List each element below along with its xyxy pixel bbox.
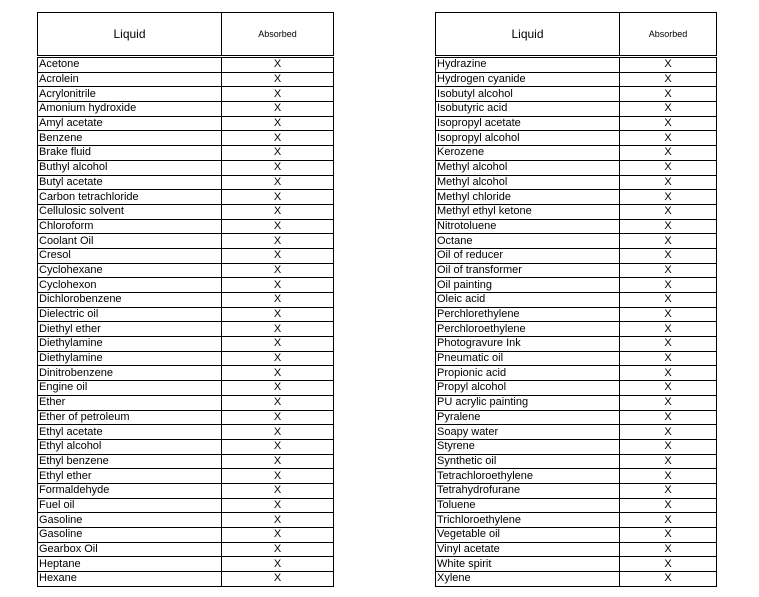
table-row (436, 87, 717, 102)
liquid-name-cell: Diethylamine (38, 337, 222, 352)
table-row (38, 528, 334, 543)
absorbed-mark-cell: X (222, 439, 334, 454)
absorbed-mark-cell: X (620, 219, 717, 234)
absorbed-mark-cell: X (620, 307, 717, 322)
table-row (436, 116, 717, 131)
liquid-name-cell: Buthyl alcohol (38, 160, 222, 175)
table-row (436, 439, 717, 454)
liquid-name-cell: Tetrachloroethylene (436, 469, 620, 484)
table-row (436, 234, 717, 249)
liquid-name-cell: Oil of transformer (436, 263, 620, 278)
absorbed-mark-cell: X (620, 234, 717, 249)
absorbed-mark-cell: X (222, 366, 334, 381)
liquid-name-cell: Ether of petroleum (38, 410, 222, 425)
table-row (38, 263, 334, 278)
liquid-name-cell: Tetrahydrofurane (436, 483, 620, 498)
table-row (436, 498, 717, 513)
liquid-name-cell: Ethyl benzene (38, 454, 222, 469)
table-row (436, 395, 717, 410)
table-row (38, 410, 334, 425)
table-row (38, 131, 334, 146)
liquid-name-cell: Hexane (38, 572, 222, 587)
table-row (38, 293, 334, 308)
table-header-row (38, 13, 334, 56)
table-row (436, 381, 717, 396)
absorbed-mark-cell: X (222, 248, 334, 263)
liquid-name-cell: Oil of reducer (436, 248, 620, 263)
absorbed-mark-cell: X (222, 146, 334, 161)
table-row (436, 513, 717, 528)
absorbed-mark-cell: X (620, 439, 717, 454)
absorbed-mark-cell: X (620, 175, 717, 190)
table-row (38, 234, 334, 249)
absorbed-mark-cell: X (620, 204, 717, 219)
absorbed-mark-cell: X (222, 293, 334, 308)
liquid-name-cell: Soapy water (436, 425, 620, 440)
liquid-name-cell: Formaldehyde (38, 483, 222, 498)
liquid-name-cell: Hydrogen cyanide (436, 72, 620, 87)
table-row (436, 454, 717, 469)
liquid-name-cell: Kerozene (436, 146, 620, 161)
absorbed-mark-cell: X (620, 366, 717, 381)
table-row (436, 307, 717, 322)
liquid-name-cell: Chloroform (38, 219, 222, 234)
table-row (436, 483, 717, 498)
absorbed-mark-cell: X (620, 542, 717, 557)
table-row (38, 483, 334, 498)
table-row (436, 366, 717, 381)
table-row (436, 293, 717, 308)
table-row (38, 146, 334, 161)
table-row (436, 175, 717, 190)
liquid-name-cell: Coolant Oil (38, 234, 222, 249)
absorbed-mark-cell: X (620, 425, 717, 440)
absorbed-mark-cell: X (222, 498, 334, 513)
liquid-name-cell: Ethyl acetate (38, 425, 222, 440)
table-row (436, 58, 717, 73)
table-row (436, 190, 717, 205)
table-row (38, 175, 334, 190)
absorbed-mark-cell: X (620, 557, 717, 572)
absorbed-mark-cell: X (222, 572, 334, 587)
liquid-name-cell: Carbon tetrachloride (38, 190, 222, 205)
liquid-table-left (37, 12, 334, 587)
table-row (436, 322, 717, 337)
absorbed-mark-cell: X (222, 204, 334, 219)
table-row (436, 160, 717, 175)
table-row (38, 454, 334, 469)
liquid-name-cell: Oleic acid (436, 293, 620, 308)
liquid-name-cell: Cyclohexane (38, 263, 222, 278)
absorbed-mark-cell: X (222, 542, 334, 557)
table-row (436, 337, 717, 352)
absorbed-mark-cell: X (222, 87, 334, 102)
table-row (38, 498, 334, 513)
liquid-name-cell: Amyl acetate (38, 116, 222, 131)
absorbed-mark-cell: X (620, 116, 717, 131)
table-row (38, 58, 334, 73)
table-row (436, 72, 717, 87)
absorbed-mark-cell: X (620, 351, 717, 366)
table-row (38, 219, 334, 234)
table-row (38, 116, 334, 131)
absorbed-mark-cell: X (222, 116, 334, 131)
table-row (38, 204, 334, 219)
liquid-name-cell: Pneumatic oil (436, 351, 620, 366)
liquid-name-cell: Benzene (38, 131, 222, 146)
absorbed-mark-cell: X (222, 307, 334, 322)
table-row (38, 102, 334, 117)
absorbed-mark-cell: X (222, 483, 334, 498)
liquid-name-cell: White spirit (436, 557, 620, 572)
absorbed-mark-cell: X (620, 72, 717, 87)
liquid-name-cell: Nitrotoluene (436, 219, 620, 234)
table-row (436, 278, 717, 293)
table-row (38, 469, 334, 484)
table-row (436, 469, 717, 484)
absorbed-mark-cell: X (222, 425, 334, 440)
liquid-name-cell: Octane (436, 234, 620, 249)
absorbed-mark-cell: X (222, 381, 334, 396)
liquid-name-cell: Fuel oil (38, 498, 222, 513)
liquid-name-cell: Perchloroethylene (436, 322, 620, 337)
table-row (38, 572, 334, 587)
liquid-name-cell: Isopropyl acetate (436, 116, 620, 131)
table-row (436, 557, 717, 572)
liquid-name-cell: Gasoline (38, 513, 222, 528)
table-row (436, 219, 717, 234)
absorbed-mark-cell: X (620, 87, 717, 102)
absorbed-mark-cell: X (620, 454, 717, 469)
liquid-name-cell: Styrene (436, 439, 620, 454)
absorbed-mark-cell: X (222, 131, 334, 146)
liquid-name-cell: Acrylonitrile (38, 87, 222, 102)
table-row (436, 351, 717, 366)
absorbed-mark-cell: X (620, 395, 717, 410)
table-row (38, 248, 334, 263)
liquid-name-cell: Diethylamine (38, 351, 222, 366)
header-absorbed: Absorbed (222, 13, 334, 56)
table-row (38, 542, 334, 557)
absorbed-mark-cell: X (620, 381, 717, 396)
liquid-name-cell: Oil painting (436, 278, 620, 293)
table-row (436, 542, 717, 557)
liquid-name-cell: Propyl alcohol (436, 381, 620, 396)
absorbed-mark-cell: X (620, 337, 717, 352)
absorbed-mark-cell: X (222, 557, 334, 572)
table-row (38, 381, 334, 396)
liquid-name-cell: Perchlorethylene (436, 307, 620, 322)
liquid-name-cell: Methyl alcohol (436, 160, 620, 175)
absorbed-mark-cell: X (222, 337, 334, 352)
table-row (38, 322, 334, 337)
liquid-name-cell: Synthetic oil (436, 454, 620, 469)
absorbed-mark-cell: X (222, 190, 334, 205)
absorbed-mark-cell: X (222, 469, 334, 484)
table-row (38, 87, 334, 102)
table-row (38, 439, 334, 454)
liquid-name-cell: Photogravure Ink (436, 337, 620, 352)
absorbed-mark-cell: X (222, 278, 334, 293)
table-row (38, 557, 334, 572)
liquid-name-cell: Acrolein (38, 72, 222, 87)
absorbed-mark-cell: X (620, 263, 717, 278)
absorbed-mark-cell: X (222, 410, 334, 425)
absorbed-mark-cell: X (620, 469, 717, 484)
liquid-name-cell: Trichloroethylene (436, 513, 620, 528)
table-row (38, 307, 334, 322)
table-row (38, 395, 334, 410)
table-header-row (436, 13, 717, 56)
table-row (436, 131, 717, 146)
absorbed-mark-cell: X (222, 351, 334, 366)
absorbed-mark-cell: X (222, 72, 334, 87)
header-absorbed: Absorbed (620, 13, 717, 56)
absorbed-mark-cell: X (620, 498, 717, 513)
liquid-name-cell: Butyl acetate (38, 175, 222, 190)
table-row (38, 337, 334, 352)
table-row (38, 160, 334, 175)
absorbed-mark-cell: X (222, 513, 334, 528)
absorbed-mark-cell: X (222, 175, 334, 190)
liquid-name-cell: Methyl alcohol (436, 175, 620, 190)
header-liquid: Liquid (38, 13, 222, 56)
absorbed-mark-cell: X (222, 102, 334, 117)
table-row (38, 72, 334, 87)
liquid-name-cell: Ether (38, 395, 222, 410)
liquid-name-cell: Acetone (38, 58, 222, 73)
absorbed-mark-cell: X (222, 395, 334, 410)
table-row (38, 190, 334, 205)
liquid-name-cell: Brake fluid (38, 146, 222, 161)
absorbed-mark-cell: X (620, 131, 717, 146)
absorbed-mark-cell: X (222, 528, 334, 543)
liquid-name-cell: Cellulosic solvent (38, 204, 222, 219)
liquid-name-cell: Pyralene (436, 410, 620, 425)
liquid-name-cell: Vinyl acetate (436, 542, 620, 557)
table-row (436, 425, 717, 440)
absorbed-mark-cell: X (222, 160, 334, 175)
liquid-name-cell: Heptane (38, 557, 222, 572)
table-row (436, 572, 717, 587)
liquid-name-cell: Cresol (38, 248, 222, 263)
table-row (38, 351, 334, 366)
liquid-name-cell: Methyl ethyl ketone (436, 204, 620, 219)
absorbed-mark-cell: X (222, 263, 334, 278)
liquid-name-cell: Diethyl ether (38, 322, 222, 337)
liquid-name-cell: Dinitrobenzene (38, 366, 222, 381)
table-row (38, 278, 334, 293)
liquid-name-cell: Dielectric oil (38, 307, 222, 322)
liquid-name-cell: Cyclohexon (38, 278, 222, 293)
liquid-name-cell: Toluene (436, 498, 620, 513)
absorbed-mark-cell: X (620, 528, 717, 543)
absorbed-mark-cell: X (620, 293, 717, 308)
absorbed-mark-cell: X (620, 322, 717, 337)
absorbed-mark-cell: X (620, 278, 717, 293)
liquid-name-cell: Dichlorobenzene (38, 293, 222, 308)
liquid-name-cell: Amonium hydroxide (38, 102, 222, 117)
table-row (436, 528, 717, 543)
header-liquid: Liquid (436, 13, 620, 56)
table-row (436, 102, 717, 117)
absorbed-mark-cell: X (222, 58, 334, 73)
absorbed-mark-cell: X (222, 322, 334, 337)
absorbed-mark-cell: X (620, 160, 717, 175)
liquid-name-cell: Propionic acid (436, 366, 620, 381)
table-row (38, 425, 334, 440)
liquid-name-cell: Vegetable oil (436, 528, 620, 543)
table-row (436, 204, 717, 219)
table-row (436, 248, 717, 263)
absorbed-mark-cell: X (222, 454, 334, 469)
liquid-name-cell: PU acrylic painting (436, 395, 620, 410)
liquid-name-cell: Gearbox Oil (38, 542, 222, 557)
liquid-name-cell: Gasoline (38, 528, 222, 543)
absorbed-mark-cell: X (620, 410, 717, 425)
table-row (38, 513, 334, 528)
absorbed-mark-cell: X (620, 190, 717, 205)
absorbed-mark-cell: X (620, 58, 717, 73)
absorbed-mark-cell: X (620, 146, 717, 161)
table-row (436, 263, 717, 278)
absorbed-mark-cell: X (620, 102, 717, 117)
table-row (38, 366, 334, 381)
table-row (436, 410, 717, 425)
liquid-name-cell: Isobutyric acid (436, 102, 620, 117)
liquid-name-cell: Ethyl ether (38, 469, 222, 484)
liquid-name-cell: Methyl chloride (436, 190, 620, 205)
absorbed-mark-cell: X (620, 248, 717, 263)
absorbed-mark-cell: X (620, 513, 717, 528)
absorbed-mark-cell: X (222, 219, 334, 234)
absorbed-mark-cell: X (620, 572, 717, 587)
absorbed-mark-cell: X (620, 483, 717, 498)
liquid-name-cell: Hydrazine (436, 58, 620, 73)
liquid-name-cell: Engine oil (38, 381, 222, 396)
liquid-name-cell: Isobutyl alcohol (436, 87, 620, 102)
table-row (436, 146, 717, 161)
liquid-table-right (435, 12, 717, 587)
liquid-name-cell: Ethyl alcohol (38, 439, 222, 454)
liquid-name-cell: Xylene (436, 572, 620, 587)
liquid-name-cell: Isopropyl alcohol (436, 131, 620, 146)
absorbed-mark-cell: X (222, 234, 334, 249)
